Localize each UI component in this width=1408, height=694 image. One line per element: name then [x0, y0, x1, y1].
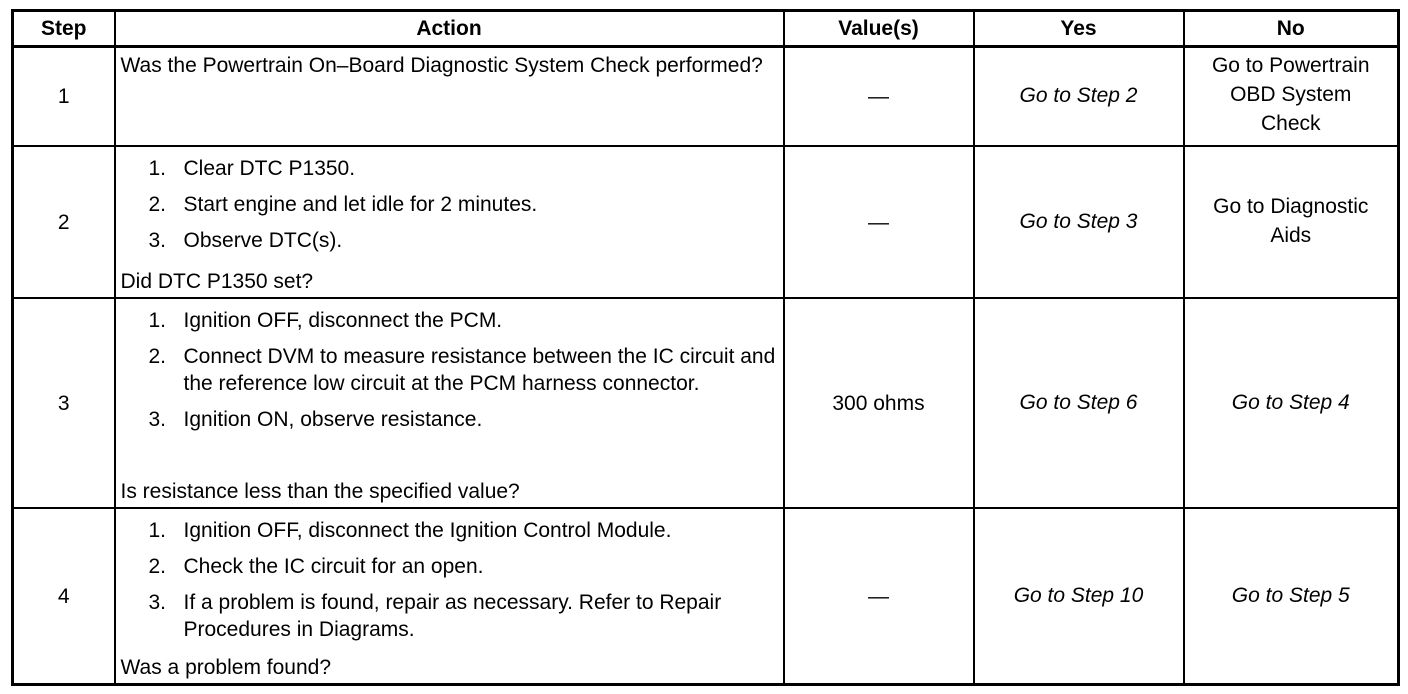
substep-text: If a problem is found, repair as necessary. Refer to Repair Procedures in Diagrams.: [183, 591, 722, 641]
action-question: Was a problem found?: [120, 656, 332, 679]
action-cell: [115, 298, 784, 508]
substep-text: Check the IC circuit for an open.: [183, 555, 484, 578]
substep-number: 2.: [148, 345, 167, 368]
step-number: 1: [13, 47, 115, 147]
substep: [121, 406, 777, 433]
substep-text: Observe DTC(s).: [183, 229, 343, 252]
substep: [121, 227, 777, 254]
no-line: Aids: [1270, 224, 1312, 247]
header-step: Step: [13, 11, 115, 47]
yes-goto: Go to Step 2: [1019, 84, 1138, 107]
header-no: No: [1184, 11, 1399, 47]
value-dash: —: [868, 210, 889, 234]
no-line: Go to Powertrain: [1211, 54, 1370, 77]
substep-number: 1.: [148, 309, 167, 332]
substep-number: 2.: [148, 193, 167, 216]
value-dash: —: [868, 584, 889, 608]
value-cell: [784, 47, 974, 147]
action-cell: [115, 47, 784, 147]
value-cell: [784, 146, 974, 298]
header-yes: Yes: [974, 11, 1184, 47]
substep: [121, 589, 777, 643]
step-number: 2: [13, 146, 115, 298]
substep-text: Ignition OFF, disconnect the PCM.: [183, 309, 503, 332]
substep: [121, 155, 777, 182]
substep: [121, 517, 777, 544]
yes-cell: [974, 47, 1184, 147]
action-question: Is resistance less than the specified value?: [120, 480, 520, 503]
value-dash: —: [868, 85, 889, 108]
substep: [121, 343, 777, 397]
substep-number: 1.: [148, 519, 167, 542]
substep-list: [121, 155, 777, 263]
no-line: Check: [1260, 112, 1321, 135]
action-cell: [115, 146, 784, 298]
header-action: Action: [115, 11, 784, 47]
substep-number: 3.: [148, 229, 167, 252]
action-cell: [115, 508, 784, 685]
substep-number: 2.: [148, 555, 167, 578]
yes-goto: Go to Step 3: [1019, 209, 1138, 233]
no-goto: Go to Step 4: [1231, 390, 1350, 414]
substep: [121, 553, 777, 580]
table-row: [13, 47, 1399, 147]
substep-text: Clear DTC P1350.: [183, 157, 356, 180]
no-goto: Go to Step 5: [1231, 583, 1350, 607]
substep-text: Connect DVM to measure resistance between the IC circuit and the reference low circuit at the PCM harness connector.: [183, 345, 776, 395]
table-row: [13, 146, 1399, 298]
header-row: [13, 11, 1399, 47]
substep: [121, 307, 777, 334]
yes-cell: [974, 508, 1184, 685]
no-cell: [1184, 508, 1399, 685]
value-cell: [784, 298, 974, 508]
substep-text: Start engine and let idle for 2 minutes.: [183, 193, 538, 216]
substep-number: 1.: [148, 157, 167, 180]
no-cell: [1184, 298, 1399, 508]
yes-cell: [974, 146, 1184, 298]
step-number: 3: [13, 298, 115, 508]
no-cell: [1184, 47, 1399, 147]
header-values: Value(s): [784, 11, 974, 47]
substep: [121, 191, 777, 218]
value-cell: [784, 508, 974, 685]
substep-text: Ignition OFF, disconnect the Ignition Control Module.: [183, 519, 672, 542]
yes-goto: Go to Step 6: [1019, 390, 1138, 414]
table-row: [13, 298, 1399, 508]
substep-number: 3.: [148, 408, 167, 431]
step-number: 4: [13, 508, 115, 685]
substep-list: [121, 517, 777, 652]
no-line: OBD System: [1230, 83, 1352, 106]
no-line: Go to Diagnostic: [1213, 195, 1369, 218]
action-question: Did DTC P1350 set?: [120, 270, 314, 293]
value-text: 300 ohms: [832, 391, 925, 415]
yes-goto: Go to Step 10: [1013, 583, 1144, 607]
substep-number: 3.: [148, 591, 167, 614]
yes-cell: [974, 298, 1184, 508]
action-question: Was the Powertrain On–Board Diagnostic System Check performed?: [120, 54, 763, 77]
no-cell: [1184, 146, 1399, 298]
substep-list: [121, 307, 777, 442]
table-row: [13, 508, 1399, 685]
diagnostic-table: [11, 9, 1400, 686]
substep-text: Ignition ON, observe resistance.: [183, 408, 483, 431]
